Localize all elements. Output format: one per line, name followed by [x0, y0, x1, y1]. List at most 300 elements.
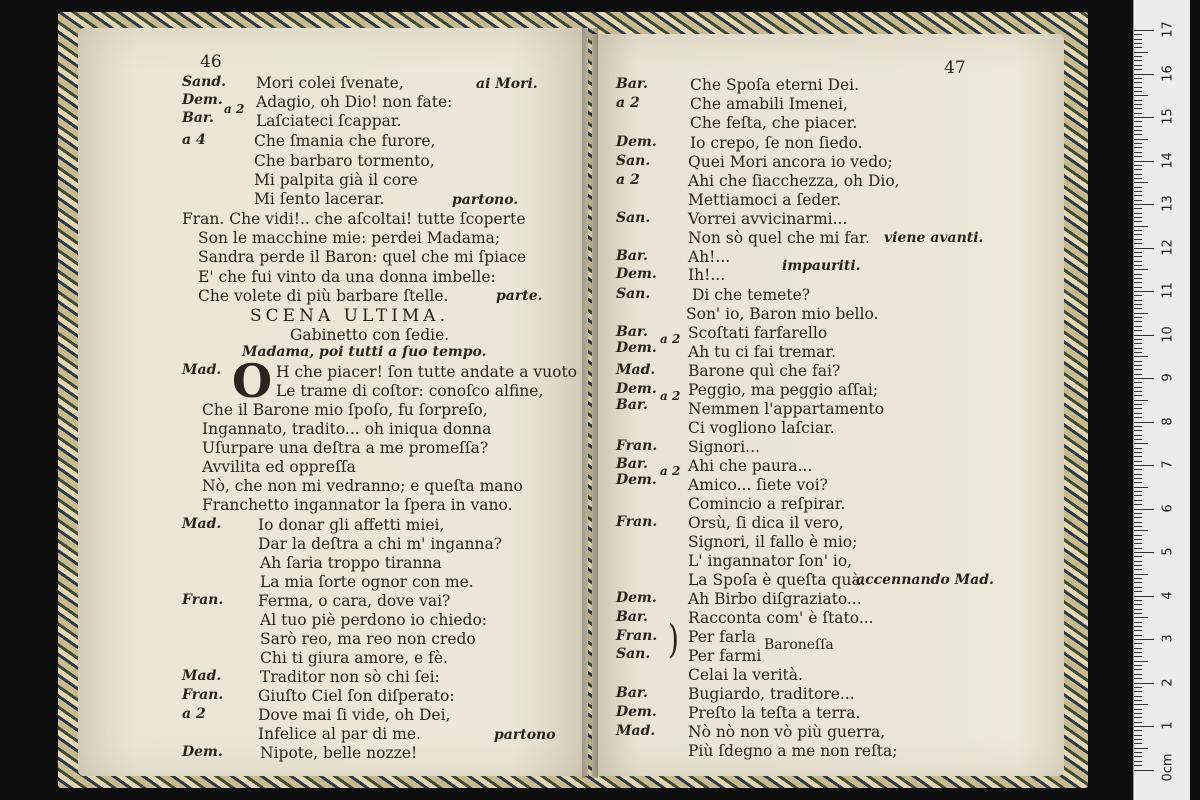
speaker-label: a 2 — [182, 706, 206, 722]
ruler-minor-tick — [1134, 448, 1142, 449]
ruler-minor-tick — [1134, 100, 1142, 101]
ruler-minor-tick — [1134, 195, 1142, 196]
ruler-tick — [1134, 596, 1154, 597]
ruler-minor-tick — [1134, 282, 1142, 283]
speaker-label: Sand. — [182, 74, 227, 90]
right-page — [592, 34, 1064, 776]
ruler-minor-tick — [1134, 543, 1142, 544]
ruler-minor-tick — [1134, 669, 1142, 670]
ruler-minor-tick — [1134, 339, 1142, 340]
verse-line: Comincio a reſpirar. — [688, 495, 846, 513]
ruler-minor-tick — [1134, 252, 1142, 253]
ruler-minor-tick — [1134, 369, 1142, 370]
ruler-minor-tick — [1134, 474, 1142, 475]
ruler-tick — [1134, 552, 1154, 553]
ruler-minor-tick — [1134, 39, 1142, 40]
ruler-minor-tick — [1134, 321, 1142, 322]
ruler-minor-tick — [1134, 630, 1142, 631]
ruler-minor-tick — [1134, 47, 1142, 48]
verse-line: Son le macchine mie: perdei Madama; — [198, 229, 501, 247]
stage-direction: partono — [494, 727, 556, 743]
ruler-minor-tick — [1134, 517, 1142, 518]
speaker-label: Bar. — [616, 324, 648, 340]
ruler-minor-tick — [1134, 139, 1148, 140]
verse-line: Quei Mori ancora io vedo; — [688, 153, 893, 171]
speaker-label: Mad. — [182, 516, 222, 532]
ruler-minor-tick — [1134, 143, 1142, 144]
ruler-minor-tick — [1134, 643, 1142, 644]
ruler-label: 12 — [1160, 238, 1176, 256]
verse-line: Scoſtati farfarello — [688, 324, 828, 342]
verse-line: Signori, il fallo è mio; — [688, 533, 858, 551]
ruler-minor-tick — [1134, 208, 1142, 209]
ruler-minor-tick — [1134, 691, 1142, 692]
ruler-minor-tick — [1134, 700, 1142, 701]
ruler-minor-tick — [1134, 478, 1142, 479]
ruler-tick — [1134, 378, 1154, 379]
ruler-tick — [1134, 422, 1154, 423]
book-gutter — [582, 28, 598, 778]
drop-cap: O — [232, 354, 273, 408]
ruler-minor-tick — [1134, 213, 1142, 214]
stage-direction: accennando Mad. — [856, 572, 994, 588]
verse-line: Ah ſaria troppo tiranna — [260, 554, 442, 572]
ruler-minor-tick — [1134, 126, 1142, 127]
ruler-label: 3 — [1160, 634, 1176, 643]
speaker-label: Dem. — [616, 381, 657, 397]
speaker-label: Mad. — [182, 668, 222, 684]
verse-line: Mi palpita già il core — [254, 171, 418, 189]
ruler-minor-tick — [1134, 487, 1148, 488]
ruler-minor-tick — [1134, 413, 1142, 414]
ruler-minor-tick — [1134, 95, 1148, 96]
ruler-minor-tick — [1134, 565, 1142, 566]
verse-line: Per farla — [688, 628, 756, 646]
ruler-minor-tick — [1134, 234, 1142, 235]
ruler-minor-tick — [1134, 287, 1142, 288]
verse-line: Franchetto ingannator la ſpera in vano. — [202, 496, 513, 514]
stage-direction: ai Mori. — [476, 76, 538, 92]
verse-line: Laſciateci ſcappar. — [256, 112, 402, 130]
speaker-label: Fran. — [616, 628, 658, 644]
ruler-minor-tick — [1134, 243, 1142, 244]
verse-line: Preſto la teſta a terra. — [688, 704, 861, 722]
ruler-label: 13 — [1160, 195, 1176, 212]
page-number: 47 — [944, 58, 966, 78]
speaker-label: Fran. — [616, 514, 658, 530]
verse-line: Che barbaro tormento, — [254, 152, 435, 170]
ruler-minor-tick — [1134, 765, 1142, 766]
ruler-minor-tick — [1134, 78, 1142, 79]
verse-line: Giuſto Ciel ſon diſperato: — [258, 687, 455, 705]
speaker-label: Dem. — [616, 340, 657, 356]
verse-line: Che feſta, che piacer. — [690, 114, 858, 132]
ruler-minor-tick — [1134, 439, 1142, 440]
ruler-minor-tick — [1134, 43, 1142, 44]
ruler-minor-tick — [1134, 361, 1142, 362]
verse-line: Nipote, belle nozze! — [260, 744, 418, 762]
ruler-minor-tick — [1134, 56, 1142, 57]
ruler-minor-tick — [1134, 613, 1142, 614]
ruler-label: 11 — [1160, 282, 1176, 299]
ruler-minor-tick — [1134, 156, 1142, 157]
page-number: 46 — [200, 52, 222, 72]
ruler-minor-tick — [1134, 34, 1142, 35]
ruler-minor-tick — [1134, 395, 1142, 396]
verse-line: Chi ti giura amore, e fè. — [260, 649, 448, 667]
ruler-minor-tick — [1134, 722, 1142, 723]
ruler-minor-tick — [1134, 374, 1142, 375]
ruler-minor-tick — [1134, 696, 1142, 697]
ruler-minor-tick — [1134, 687, 1142, 688]
ruler-tick — [1134, 335, 1154, 336]
ruler-tick — [1134, 465, 1154, 466]
ruler-minor-tick — [1134, 504, 1142, 505]
ruler-minor-tick — [1134, 169, 1142, 170]
verse-line: Mori colei ſvenate, — [256, 74, 404, 92]
ruler-tick — [1134, 291, 1154, 292]
ruler-minor-tick — [1134, 104, 1142, 105]
ruler-minor-tick — [1134, 735, 1142, 736]
ruler-minor-tick — [1134, 230, 1142, 231]
ruler-minor-tick — [1134, 556, 1142, 557]
a2-mark: a 2 — [660, 464, 681, 478]
ruler-minor-tick — [1134, 130, 1142, 131]
ruler-minor-tick — [1134, 604, 1142, 605]
ruler-label: 0cm — [1160, 752, 1176, 781]
ruler-label: 6 — [1160, 503, 1176, 513]
speaker-label: Bar. — [182, 110, 214, 126]
ruler-minor-tick — [1134, 443, 1148, 444]
ruler-minor-tick — [1134, 522, 1142, 523]
ruler-label: 1 — [1160, 721, 1176, 730]
ruler-minor-tick — [1134, 226, 1148, 227]
ruler-minor-tick — [1134, 717, 1142, 718]
stage-direction: parte. — [496, 288, 543, 304]
ruler-minor-tick — [1134, 752, 1142, 753]
verse-line: Io crepo, ſe non ſiedo. — [690, 134, 863, 152]
verse-line: Orsù, ſi dica il vero, — [688, 514, 844, 532]
ruler-minor-tick — [1134, 295, 1142, 296]
ruler-minor-tick — [1134, 121, 1142, 122]
ruler-minor-tick — [1134, 87, 1142, 88]
ruler-minor-tick — [1134, 134, 1142, 135]
verse-line: Di che temete? — [692, 286, 811, 304]
ruler-minor-tick — [1134, 274, 1142, 275]
verse-line: Che Spoſa eterni Dei. — [690, 76, 860, 94]
scene-cast: Madama, poi tutti a ſuo tempo. — [242, 344, 487, 360]
verse-line: Ci vogliono laſciar. — [688, 419, 835, 437]
verse-line: Fran. Che vidi!.. che aſcoltai! tutte ſcoperte — [182, 210, 526, 228]
verse-line: Nò nò non vò più guerra, — [688, 723, 886, 741]
verse-line: Non sò quel che mi far. — [688, 229, 870, 247]
verse-line: Ah tu ci fai tremar. — [688, 343, 837, 361]
ruler-minor-tick — [1134, 60, 1142, 61]
ruler-minor-tick — [1134, 661, 1148, 662]
speaker-label: Bar. — [616, 609, 648, 625]
speaker-label: San. — [616, 153, 651, 169]
ruler-minor-tick — [1134, 482, 1142, 483]
verse-line: L' ingannator ſon' io, — [688, 552, 853, 570]
ruler-minor-tick — [1134, 530, 1148, 531]
verse-line: E' che fui vinto da una donna imbelle: — [198, 268, 496, 286]
verse-line: Signori... — [688, 438, 760, 456]
verse-line: Mettiamoci a ſeder. — [688, 191, 842, 209]
ruler-minor-tick — [1134, 569, 1142, 570]
verse-line: Che ſmania che furore, — [254, 132, 436, 150]
ruler-minor-tick — [1134, 713, 1142, 714]
ruler-minor-tick — [1134, 435, 1142, 436]
ruler-minor-tick — [1134, 343, 1142, 344]
verse-line: Traditor non sò chi ſei: — [260, 668, 440, 686]
ruler-minor-tick — [1134, 187, 1142, 188]
ruler-minor-tick — [1134, 326, 1142, 327]
ruler-minor-tick — [1134, 665, 1142, 666]
verse-line: La Spoſa è queſta quà. — [688, 571, 866, 589]
ruler-minor-tick — [1134, 365, 1142, 366]
ruler-minor-tick — [1134, 748, 1148, 749]
verse-line: Barone quì che fai? — [688, 362, 841, 380]
ruler-tick — [1134, 30, 1154, 31]
speaker-label: Dem. — [616, 134, 657, 150]
ruler-minor-tick — [1134, 408, 1142, 409]
ruler-minor-tick — [1134, 348, 1142, 349]
ruler-tick — [1134, 204, 1154, 205]
speaker-label: Dem. — [182, 744, 223, 760]
stage-direction: impauriti. — [782, 258, 861, 274]
ruler-tick — [1134, 509, 1154, 510]
ruler-minor-tick — [1134, 400, 1148, 401]
ruler-label: 4 — [1160, 590, 1176, 600]
ruler-minor-tick — [1134, 147, 1142, 148]
ruler-minor-tick — [1134, 591, 1142, 592]
ruler-minor-tick — [1134, 513, 1142, 514]
speaker-label: Mad. — [182, 362, 222, 378]
verse-line: H che piacer! ſon tutte andate a vuoto — [276, 363, 578, 381]
a2-mark: a 2 — [660, 332, 681, 346]
ruler-minor-tick — [1134, 574, 1148, 575]
verse-line: Che amabili Imenei, — [690, 95, 848, 113]
ruler-minor-tick — [1134, 317, 1142, 318]
verse-line: Racconta com' è ſtato... — [688, 609, 874, 627]
speaker-label: San. — [616, 210, 651, 226]
verse-line: Più ſdegno a me non reſta; — [688, 742, 898, 760]
measurement-ruler — [1133, 0, 1190, 800]
ruler-minor-tick — [1134, 417, 1142, 418]
verse-line: Amico... ſiete voi? — [688, 476, 828, 494]
verse-line: Ahi che paura... — [688, 457, 813, 475]
ruler-minor-tick — [1134, 535, 1142, 536]
scene-title: SCENA ULTIMA. — [250, 306, 449, 326]
ruler-minor-tick — [1134, 561, 1142, 562]
scene-setting: Gabinetto con ſedie. — [290, 326, 450, 344]
verse-line: Bugiardo, traditore... — [688, 685, 855, 703]
ruler-minor-tick — [1134, 200, 1142, 201]
ruler-minor-tick — [1134, 52, 1148, 53]
ruler-minor-tick — [1134, 500, 1142, 501]
ruler-label: 15 — [1160, 108, 1176, 125]
speaker-label: Dem. — [616, 472, 657, 488]
verse-line: Uſurpare una deſtra a me promeſſa? — [202, 439, 489, 457]
ruler-minor-tick — [1134, 239, 1142, 240]
verse-line: Adagio, oh Dio! non fate: — [256, 93, 453, 111]
speaker-label: Fran. — [182, 687, 224, 703]
speaker-label: Bar. — [616, 397, 648, 413]
ruler-minor-tick — [1134, 452, 1142, 453]
ruler-minor-tick — [1134, 426, 1142, 427]
ruler-label: 5 — [1160, 547, 1176, 556]
ruler-minor-tick — [1134, 404, 1142, 405]
ruler-minor-tick — [1134, 113, 1142, 114]
verse-line: Per farmi — [688, 647, 762, 665]
ruler-label: 8 — [1160, 416, 1176, 426]
verse-line: Che il Barone mio ſpoſo, fu ſorpreſo, — [202, 401, 488, 419]
ruler-minor-tick — [1134, 756, 1142, 757]
ruler-minor-tick — [1134, 578, 1142, 579]
speaker-label: a 2 — [224, 102, 245, 116]
ruler-label: 2 — [1160, 677, 1176, 687]
ruler-minor-tick — [1134, 300, 1142, 301]
ruler-minor-tick — [1134, 526, 1142, 527]
ruler-minor-tick — [1134, 256, 1142, 257]
ruler-minor-tick — [1134, 648, 1142, 649]
verse-line: Dar la deſtra a chi m' inganna? — [258, 535, 502, 553]
ruler-label: 7 — [1160, 460, 1176, 469]
ruler-minor-tick — [1134, 539, 1142, 540]
ruler-minor-tick — [1134, 461, 1142, 462]
verse-line: Ahi che ſiacchezza, oh Dio, — [688, 172, 900, 190]
ruler-minor-tick — [1134, 743, 1142, 744]
ruler-tick — [1134, 726, 1154, 727]
ruler-minor-tick — [1134, 730, 1142, 731]
ruler-minor-tick — [1134, 269, 1148, 270]
ruler-minor-tick — [1134, 709, 1142, 710]
ruler-minor-tick — [1134, 65, 1142, 66]
ruler-minor-tick — [1134, 678, 1142, 679]
verse-line: Le trame di coſtor: conoſco alfine, — [276, 382, 544, 400]
speaker-label: a 2 — [616, 95, 640, 111]
ruler-minor-tick — [1134, 304, 1142, 305]
ruler-minor-tick — [1134, 587, 1142, 588]
ruler-minor-tick — [1134, 174, 1142, 175]
ruler-tick — [1134, 161, 1154, 162]
speaker-label: Mad. — [616, 362, 656, 378]
left-page — [78, 28, 588, 776]
speaker-label: Dem. — [616, 590, 657, 606]
ruler-minor-tick — [1134, 313, 1148, 314]
ruler-minor-tick — [1134, 622, 1142, 623]
speaker-label: Dem. — [182, 92, 223, 108]
stage-direction: partono. — [452, 192, 519, 208]
speaker-label: Fran. — [616, 438, 658, 454]
speaker-label: Dem. — [616, 266, 657, 282]
verse-line: Al tuo piè perdono io chiedo: — [260, 611, 488, 629]
ruler-minor-tick — [1134, 609, 1142, 610]
ruler-tick — [1134, 770, 1154, 771]
speaker-label: San. — [616, 286, 651, 302]
speaker-label: Fran. — [182, 592, 224, 608]
ruler-minor-tick — [1134, 217, 1142, 218]
ruler-minor-tick — [1134, 617, 1148, 618]
ruler-minor-tick — [1134, 491, 1142, 492]
ruler-minor-tick — [1134, 382, 1142, 383]
ruler-tick — [1134, 117, 1154, 118]
verse-line: Ah!... — [688, 248, 731, 266]
verse-line: Son' io, Baron mio bello. — [686, 305, 879, 323]
verse-line: Che volete di più barbare ſtelle. — [198, 287, 449, 305]
ruler-minor-tick — [1134, 495, 1142, 496]
ruler-tick — [1134, 74, 1154, 75]
ruler-minor-tick — [1134, 761, 1142, 762]
ruler-tick — [1134, 683, 1154, 684]
verse-line: Ingannato, tradito... oh iniqua donna — [202, 420, 492, 438]
ruler-minor-tick — [1134, 456, 1142, 457]
ruler-minor-tick — [1134, 165, 1142, 166]
speaker-label: Bar. — [616, 76, 648, 92]
ruler-minor-tick — [1134, 265, 1142, 266]
ruler-minor-tick — [1134, 178, 1142, 179]
ruler-minor-tick — [1134, 704, 1148, 705]
ruler-minor-tick — [1134, 674, 1142, 675]
ruler-minor-tick — [1134, 82, 1142, 83]
ruler-minor-tick — [1134, 69, 1142, 70]
ruler-minor-tick — [1134, 221, 1142, 222]
ruler-minor-tick — [1134, 108, 1142, 109]
ruler-minor-tick — [1134, 278, 1142, 279]
verse-line: Vorrei avvicinarmi... — [688, 210, 848, 228]
verse-line: Nò, che non mi vedranno; e queſta mano — [202, 477, 523, 495]
speaker-label: a 4 — [182, 132, 206, 148]
verse-line: Celai la verità. — [688, 666, 803, 684]
ruler-minor-tick — [1134, 91, 1142, 92]
verse-line: Avvilita ed oppreſſa — [202, 458, 356, 476]
speaker-label: Bar. — [616, 456, 648, 472]
ruler-minor-tick — [1134, 387, 1142, 388]
ruler-minor-tick — [1134, 356, 1148, 357]
verse-line: Ih!... — [688, 266, 726, 284]
ruler-tick — [1134, 639, 1154, 640]
ruler-minor-tick — [1134, 600, 1142, 601]
verse-line: Sarò reo, ma reo non credo — [260, 630, 476, 648]
verse-line: Nemmen l'appartamento — [688, 400, 885, 418]
ruler-tick — [1134, 248, 1154, 249]
a2-mark: a 2 — [660, 389, 681, 403]
verse-line: Ferma, o cara, dove vai? — [258, 592, 451, 610]
speaker-label: Bar. — [616, 685, 648, 701]
ruler-label: 16 — [1160, 64, 1176, 82]
ruler-label: 9 — [1160, 373, 1176, 382]
verse-line: Infelice al par di me. — [258, 725, 421, 743]
speaker-label: a 2 — [616, 172, 640, 188]
ruler-minor-tick — [1134, 352, 1142, 353]
ruler-minor-tick — [1134, 656, 1142, 657]
ruler-minor-tick — [1134, 308, 1142, 309]
ruler-label: 17 — [1160, 21, 1176, 38]
speaker-label: Dem. — [616, 704, 657, 720]
baronessa-label: Baroneſſa — [764, 637, 834, 653]
ruler-minor-tick — [1134, 261, 1142, 262]
ruler-minor-tick — [1134, 430, 1142, 431]
ruler-minor-tick — [1134, 548, 1142, 549]
ruler-minor-tick — [1134, 191, 1142, 192]
ruler-minor-tick — [1134, 330, 1142, 331]
stage-direction: viene avanti. — [884, 230, 984, 246]
verse-line: La mia ſorte ognor con me. — [260, 573, 474, 591]
brace-mark: ) — [668, 616, 679, 663]
ruler-minor-tick — [1134, 182, 1148, 183]
ruler-minor-tick — [1134, 469, 1142, 470]
verse-line: Io donar gli affetti miei, — [258, 516, 445, 534]
